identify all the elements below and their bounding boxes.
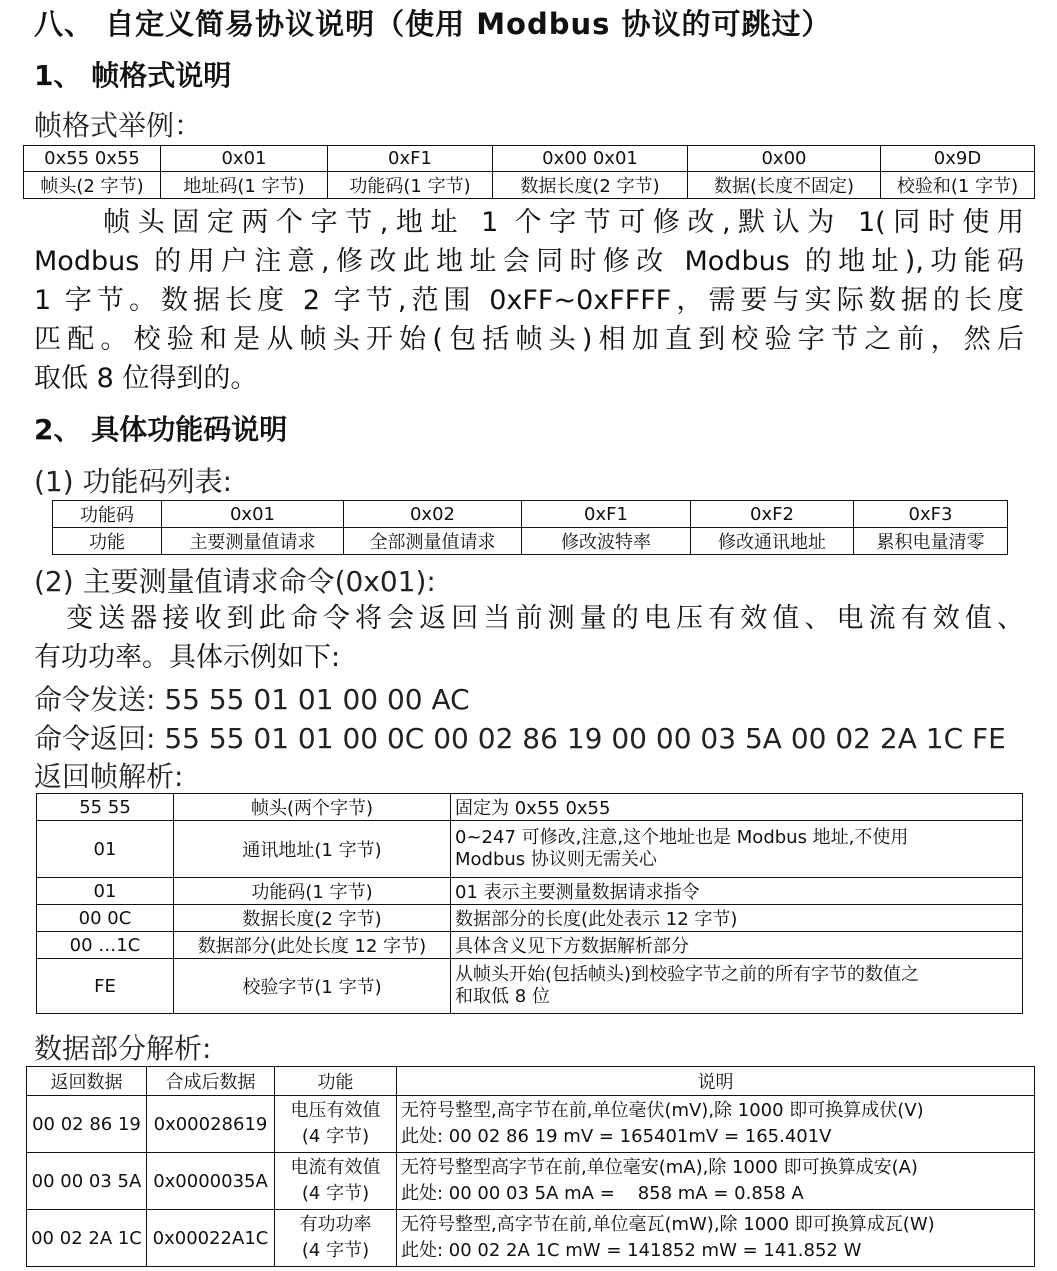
cell-line: 和取低 8 位	[455, 986, 550, 1007]
table-cell: 0x55 0x55	[24, 146, 161, 172]
table-cell: 固定为 0x55 0x55	[451, 794, 1023, 821]
table-cell: 数据长度(2 字节)	[174, 905, 451, 932]
data-parse-table	[26, 1066, 1035, 1267]
table-cell: 01	[37, 821, 174, 878]
table-header: 功能	[275, 1067, 397, 1096]
command-return-line: 命令返回: 55 55 01 01 00 0C 00 02 86 19 00 00 03 5A 00 02 2A 1C FE	[34, 722, 1006, 755]
data-section-label: 数据部分解析:	[34, 1032, 212, 1065]
table-cell: 主要测量值请求	[162, 528, 344, 555]
command-send-line: 命令发送: 55 55 01 01 00 00 AC	[34, 683, 470, 716]
cell-line: (4 字节)	[301, 1183, 370, 1204]
cell-line: (4 字节)	[301, 1126, 370, 1147]
table-cell: 55 55	[37, 794, 174, 821]
paragraph-line: Modbus 的用户注意,修改此地址会同时修改 Modbus 的地址),功能码	[34, 246, 1024, 277]
table-cell: 0x00 0x01	[493, 146, 688, 172]
table-cell: 01	[37, 878, 174, 905]
table-cell: 数据长度(2 字节)	[493, 172, 688, 199]
table-row	[53, 501, 1008, 528]
parse-label: 返回帧解析:	[34, 760, 184, 793]
table-cell: 功能码(1 字节)	[328, 172, 493, 199]
table-row	[24, 172, 1035, 199]
table-row	[53, 528, 1008, 555]
cell-line: 有功功率	[299, 1214, 372, 1235]
cell-line: 无符号整型,高字节在前,单位毫瓦(mW),除 1000 即可换算成瓦(W)	[401, 1214, 935, 1235]
table-row	[37, 794, 1023, 821]
table-cell: 0x0000035A	[147, 1153, 275, 1210]
table-cell: 0xF3	[854, 501, 1008, 528]
frame-format-table	[23, 145, 1035, 199]
table-cell	[275, 1096, 397, 1153]
function-code-table	[52, 500, 1008, 555]
table-cell: 0x9D	[881, 146, 1035, 172]
table-cell: 校验字节(1 字节)	[174, 959, 451, 1014]
table-header: 说明	[397, 1067, 1035, 1096]
table-header: 合成后数据	[147, 1067, 275, 1096]
table-row	[37, 821, 1023, 878]
table-cell	[451, 959, 1023, 1014]
table-cell	[275, 1210, 397, 1267]
table-cell: 0xF2	[691, 501, 854, 528]
table-cell: 01 表示主要测量数据请求指令	[451, 878, 1023, 905]
table-cell: 00 02 2A 1C	[27, 1210, 147, 1267]
section-heading-frame-format: 1、 帧格式说明	[34, 59, 232, 92]
table-row	[27, 1067, 1035, 1096]
table-cell: 帧头(2 字节)	[24, 172, 161, 199]
table-cell: 具体含义见下方数据解析部分	[451, 932, 1023, 959]
table-cell: 00 00 03 5A	[27, 1153, 147, 1210]
cell-line: 此处: 00 02 86 19 mV = 165401mV = 165.401V	[401, 1126, 832, 1147]
table-header: 返回数据	[27, 1067, 147, 1096]
table-cell: 修改波特率	[522, 528, 691, 555]
cell-line: 电流有效值	[290, 1157, 381, 1178]
table-row	[24, 146, 1035, 172]
table-row	[27, 1210, 1035, 1267]
cell-line: 从帧头开始(包括帧头)到校验字节之前的所有字节的数值之	[455, 964, 920, 985]
table-cell: 0x01	[162, 501, 344, 528]
table-cell: 累积电量清零	[854, 528, 1008, 555]
table-cell: 通讯地址(1 字节)	[174, 821, 451, 878]
cell-line: 0~247 可修改,注意,这个地址也是 Modbus 地址,不使用	[455, 827, 909, 848]
page-title: 八、 自定义简易协议说明（使用 Modbus 协议的可跳过）	[34, 7, 832, 41]
frame-example-label: 帧格式举例：	[34, 109, 203, 142]
function-list-label: (1) 功能码列表:	[34, 465, 232, 498]
table-row	[37, 959, 1023, 1014]
paragraph-line: 变送器接收到此命令将会返回当前测量的电压有效值、电流有效值、	[34, 603, 1024, 634]
section-heading-function-codes: 2、 具体功能码说明	[34, 413, 288, 446]
table-cell: 功能	[53, 528, 162, 555]
table-cell: 修改通讯地址	[691, 528, 854, 555]
cell-line: 此处: 00 00 03 5A mA = 858 mA = 0.858 A	[401, 1183, 804, 1204]
cell-line: 无符号整型高字节在前,单位毫安(mA),除 1000 即可换算成安(A)	[401, 1157, 918, 1178]
paragraph-line: 帧头固定两个字节,地址 1 个字节可修改,默认为 1(同时使用	[34, 207, 1024, 238]
table-cell: 帧头(两个字节)	[174, 794, 451, 821]
table-cell	[397, 1096, 1035, 1153]
table-cell	[275, 1153, 397, 1210]
cell-line: 此处: 00 02 2A 1C mW = 141852 mW = 141.852 W	[401, 1240, 862, 1261]
table-cell: 0x01	[161, 146, 328, 172]
table-row	[27, 1153, 1035, 1210]
table-cell: 校验和(1 字节)	[881, 172, 1035, 199]
table-cell: 0x00022A1C	[147, 1210, 275, 1267]
table-cell: 00 02 86 19	[27, 1096, 147, 1153]
cell-line: Modbus 协议则无需关心	[455, 849, 657, 870]
frame-format-paragraph	[34, 203, 1024, 398]
table-cell	[397, 1210, 1035, 1267]
table-row	[37, 878, 1023, 905]
return-frame-table	[36, 793, 1023, 1014]
table-row	[37, 932, 1023, 959]
cell-line: (4 字节)	[301, 1240, 370, 1261]
paragraph-line: 取低 8 位得到的。	[34, 363, 258, 394]
table-row	[27, 1096, 1035, 1153]
table-cell: 地址码(1 字节)	[161, 172, 328, 199]
table-cell: 功能码	[53, 501, 162, 528]
table-cell: 数据部分(此处长度 12 字节)	[174, 932, 451, 959]
paragraph-line: 有功功率。具体示例如下:	[34, 642, 341, 673]
paragraph-line: 1 字节。数据长度 2 字节,范围 0xFF~0xFFFF，需要与实际数据的长度	[34, 285, 1024, 316]
table-cell: 0xF1	[522, 501, 691, 528]
table-cell: 0x00	[688, 146, 881, 172]
table-cell: 全部测量值请求	[344, 528, 522, 555]
table-cell	[451, 821, 1023, 878]
table-cell: 数据(长度不固定)	[688, 172, 881, 199]
command-label: (2) 主要测量值请求命令(0x01):	[34, 565, 436, 598]
cell-line: 电压有效值	[290, 1100, 381, 1121]
cell-line: 无符号整型,高字节在前,单位毫伏(mV),除 1000 即可换算成伏(V)	[401, 1100, 924, 1121]
table-cell: 00 0C	[37, 905, 174, 932]
paragraph-line: 匹配。校验和是从帧头开始(包括帧头)相加直到校验字节之前，然后	[34, 324, 1024, 355]
table-cell	[397, 1153, 1035, 1210]
table-cell: 数据部分的长度(此处表示 12 字节)	[451, 905, 1023, 932]
table-cell: 00 …1C	[37, 932, 174, 959]
table-cell: 功能码(1 字节)	[174, 878, 451, 905]
table-row	[37, 905, 1023, 932]
table-cell: 0x02	[344, 501, 522, 528]
table-cell: 0x00028619	[147, 1096, 275, 1153]
table-cell: 0xF1	[328, 146, 493, 172]
table-cell: FE	[37, 959, 174, 1014]
command-description	[34, 599, 1024, 677]
